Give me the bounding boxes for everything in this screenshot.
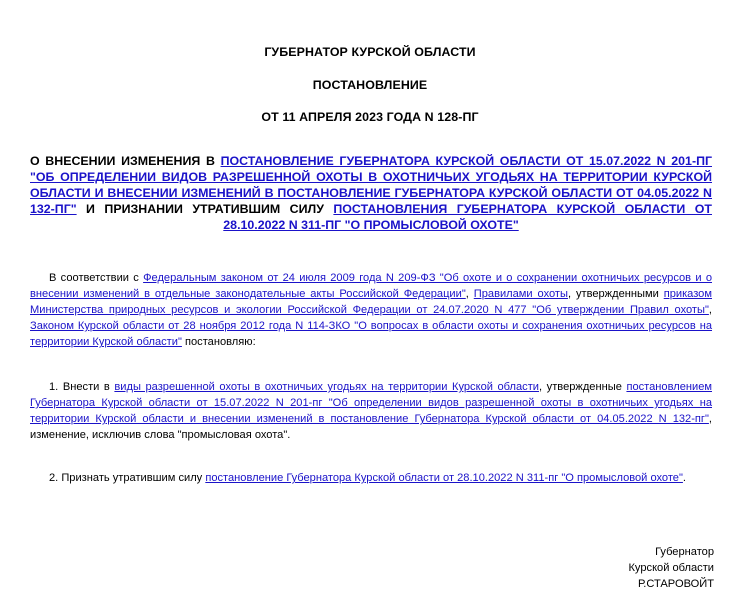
- signature-block: [628, 544, 714, 592]
- signature-region: Курской области: [628, 562, 714, 575]
- date-number-heading: ОТ 11 АПРЕЛЯ 2023 ГОДА N 128-ПГ: [261, 110, 479, 124]
- link-kursk-law-114[interactable]: Законом Курской области от 28 ноября 2012 года N 114-ЗКО "О вопросах в области охоты и сохранения охотничьих ресурсов на территории Курской области": [30, 320, 712, 349]
- signature-position: Губернатор: [655, 546, 714, 558]
- title-link-resolution-201[interactable]: ПОСТАНОВЛЕНИЕ ГУБЕРНАТОРА КУРСКОЙ ОБЛАСТИ ОТ 15.07.2022 N 201-ПГ "ОБ ОПРЕДЕЛЕНИИ ВИДОВ РАЗРЕШЕННОЙ ОХОТЫ В ОХОТНИЧЬИХ УГОДЬЯХ НА ТЕРРИТОРИИ КУРСКОЙ ОБЛАСТИ И ВНЕСЕНИИ ИЗМЕНЕНИЙ В ПОСТАНОВЛЕНИЕ ГУБЕРНАТОРА КУРСКОЙ ОБЛАСТИ ОТ 04.05.2022 N 132-ПГ": [30, 154, 712, 217]
- item-1-paragraph: [30, 379, 712, 443]
- document-title: [30, 153, 712, 233]
- item2-text-1: 2. Признать утратившим силу: [49, 472, 206, 484]
- preamble-text-2: ,: [465, 288, 474, 301]
- authority-heading: ГУБЕРНАТОР КУРСКОЙ ОБЛАСТИ: [264, 45, 476, 59]
- preamble-text-4: ,: [708, 304, 712, 317]
- item1-text-2: , утвержденные: [539, 381, 627, 393]
- item1-text-1: 1. Внести в: [49, 381, 115, 393]
- signature-name: Р.СТАРОВОЙТ: [637, 578, 714, 591]
- title-link-resolution-311[interactable]: ПОСТАНОВЛЕНИЯ ГУБЕРНАТОРА КУРСКОЙ ОБЛАСТИ ОТ 28.10.2022 N 311-ПГ "О ПРОМЫСЛОВОЙ ОХОТЕ": [223, 202, 712, 233]
- preamble-paragraph: [30, 270, 712, 350]
- preamble-text-5: постановляю:: [181, 336, 256, 349]
- title-text-1: О ВНЕСЕНИИ ИЗМЕНЕНИЯ В: [30, 154, 221, 168]
- preamble-text-1: В соответствии с: [49, 272, 144, 284]
- item-2-paragraph: [30, 470, 712, 486]
- link-federal-law-209[interactable]: Федеральным законом от 24 июля 2009 года N 209-ФЗ "Об охоте и о сохранении охотничьих ресурсов и о внесении изменений в отдельные законодательные акты Российской Федерации": [30, 272, 712, 301]
- preamble-text-3: , утвержденными: [567, 288, 664, 301]
- link-ministry-order-477[interactable]: приказом Министерства природных ресурсов и экологии Российской Федерации от 24.07.2020 N 477 "Об утверждении Правил охоты": [30, 288, 712, 317]
- document-type-heading: ПОСТАНОВЛЕНИЕ: [312, 78, 428, 92]
- link-hunting-rules[interactable]: Правилами охоты: [473, 288, 568, 301]
- link-hunting-types[interactable]: виды разрешенной охоты в охотничьих угодьях на территории Курской области: [114, 381, 540, 393]
- item2-text-2: .: [682, 472, 687, 484]
- link-resolution-311[interactable]: постановление Губернатора Курской области от 28.10.2022 N 311-пг "О промысловой охоте": [205, 472, 683, 484]
- item1-text-3: , изменение, исключив слова "промысловая охота".: [30, 413, 712, 442]
- link-resolution-201[interactable]: постановлением Губернатора Курской области от 15.07.2022 N 201-пг "Об определении видов разрешенной охоты в охотничьих угодьях на территории Курской области и внесении изменений в постановление Губернатора Курской области от 04.05.2022 N 132-пг": [30, 381, 712, 426]
- title-text-2: И ПРИЗНАНИИ УТРАТИВШИМ СИЛУ: [76, 202, 334, 217]
